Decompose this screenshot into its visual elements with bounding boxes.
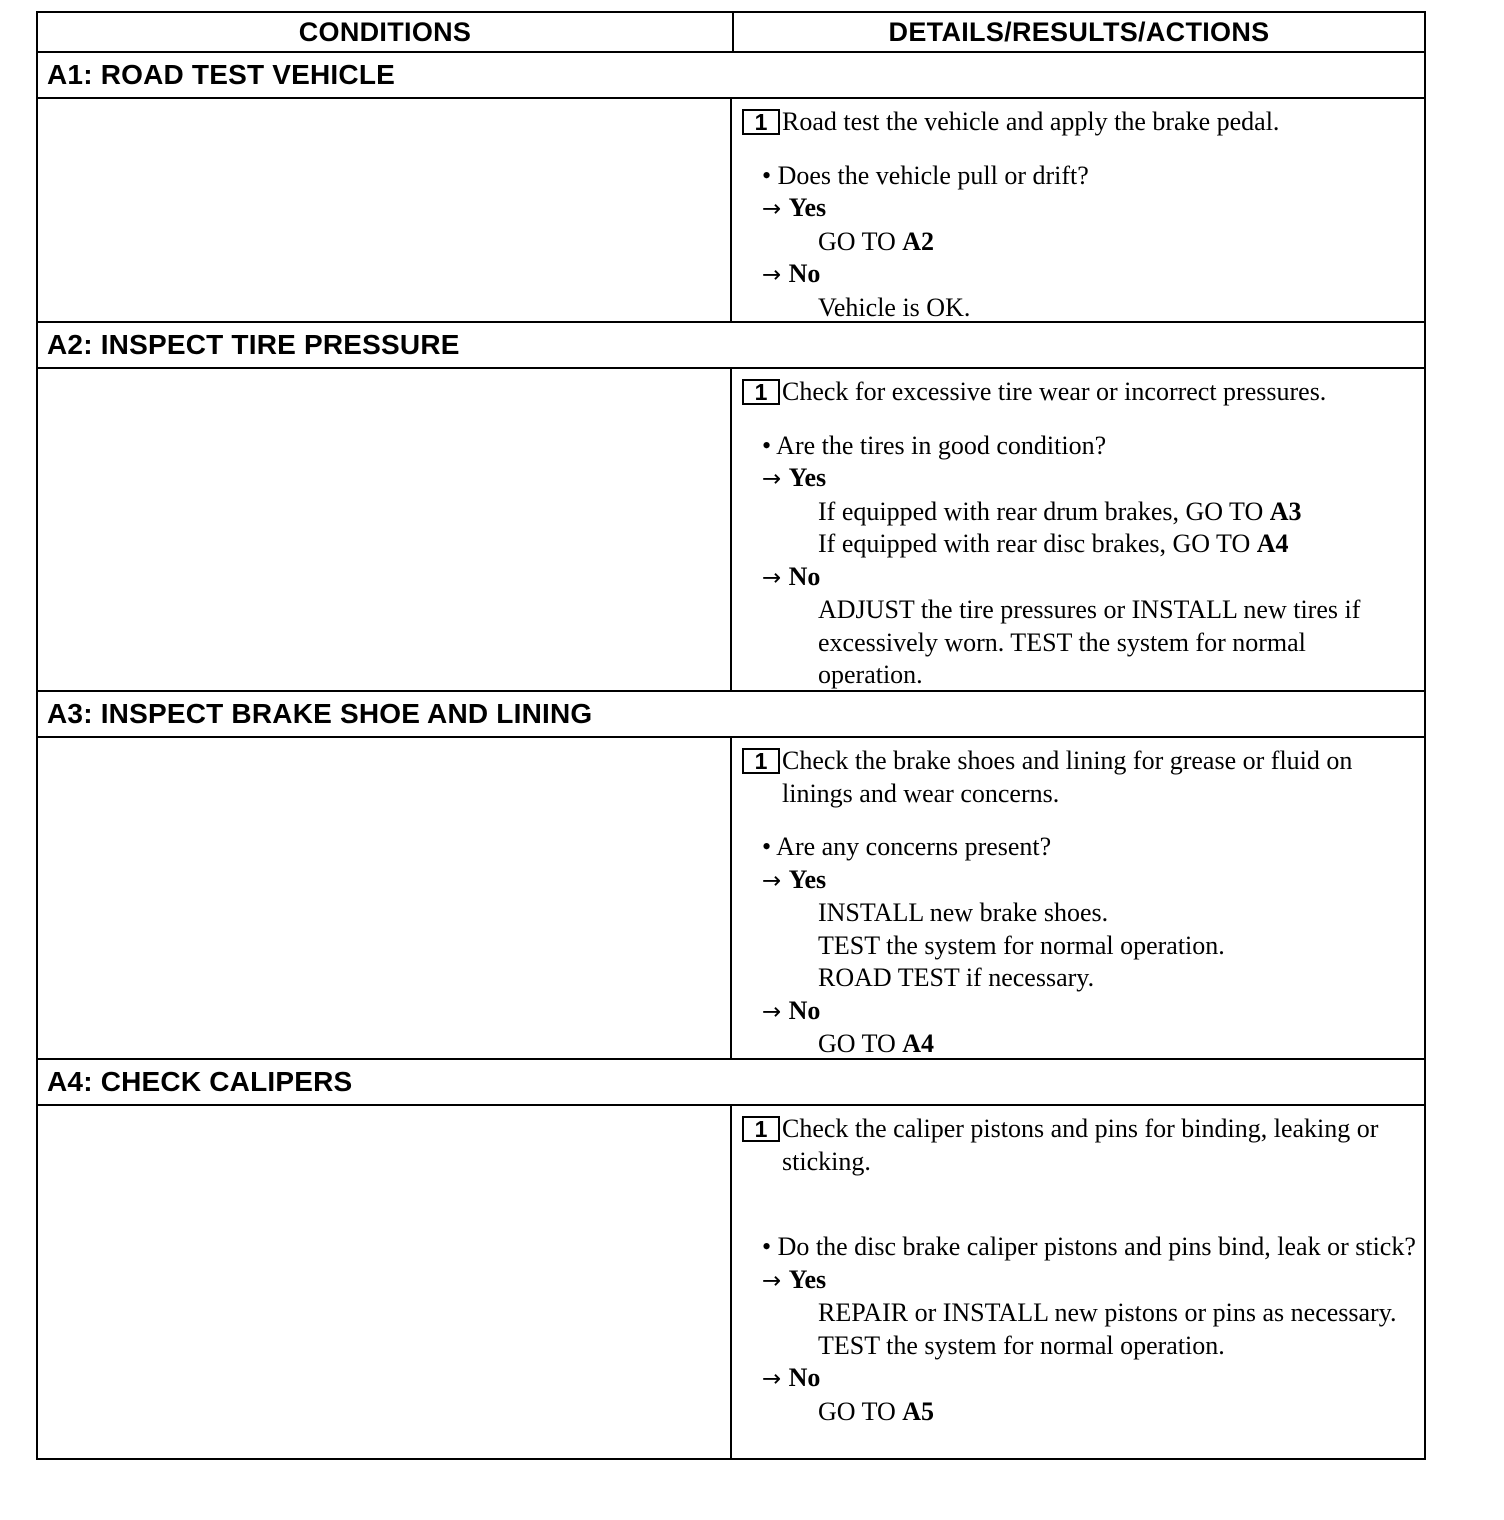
diagnostic-table xyxy=(36,11,1426,1460)
yes-answer xyxy=(742,864,1424,898)
action-text-part: If equipped with rear drum brakes, GO TO xyxy=(818,496,1270,526)
no-label: No xyxy=(788,561,821,591)
details-cell xyxy=(732,99,1424,321)
conditions-cell xyxy=(38,738,732,1058)
arrow-right-icon: → xyxy=(762,564,789,591)
step-text: Check the caliper pistons and pins for binding, leaking or sticking. xyxy=(782,1114,1379,1176)
step-question: • Do the disc brake caliper pistons and pins bind, leak or stick? xyxy=(762,1232,1416,1261)
yes-label: Yes xyxy=(788,193,827,222)
action-target-step: A3 xyxy=(1269,496,1302,526)
step-question: • Does the vehicle pull or drift? xyxy=(762,160,1089,190)
step-question: • Are any concerns present? xyxy=(762,832,1052,861)
step-line xyxy=(742,745,1424,810)
section-title: A3: INSPECT BRAKE SHOE AND LINING xyxy=(38,692,1424,738)
action-text xyxy=(742,528,1424,561)
no-answer xyxy=(742,1362,1424,1396)
section-title: A1: ROAD TEST VEHICLE xyxy=(38,53,1424,99)
arrow-right-icon: → xyxy=(762,998,789,1025)
action-text-part: ADJUST the tire pressures or INSTALL new tires if excessively worn. TEST the system for normal operation. xyxy=(818,595,1361,689)
step-line xyxy=(742,1113,1424,1178)
section-row xyxy=(38,99,1424,323)
yes-label: Yes xyxy=(788,463,827,492)
arrow-right-icon: → xyxy=(762,1366,789,1392)
section-title: A2: INSPECT TIRE PRESSURE xyxy=(38,323,1424,369)
arrow-right-icon: → xyxy=(762,466,789,492)
step-line xyxy=(742,376,1424,409)
yes-label: Yes xyxy=(788,1264,827,1294)
action-target-step: A4 xyxy=(902,1029,935,1058)
arrow-right-icon: → xyxy=(762,1267,789,1294)
table-header-row xyxy=(38,13,1424,53)
step-text: Check the brake shoes and lining for grease or fluid on linings and wear concerns. xyxy=(782,746,1353,808)
action-text-part: GO TO xyxy=(818,1396,903,1426)
action-text-part: ROAD TEST if necessary. xyxy=(818,963,1095,992)
yes-answer xyxy=(742,462,1424,496)
action-target-step: A5 xyxy=(902,1396,935,1426)
yes-label: Yes xyxy=(788,864,827,894)
action-text xyxy=(742,897,1424,930)
no-answer xyxy=(742,561,1424,595)
action-text-part: Vehicle is OK. xyxy=(818,292,971,322)
conditions-header: CONDITIONS xyxy=(38,13,734,51)
step-text: Road test the vehicle and apply the brake pedal. xyxy=(782,107,1280,136)
action-target-step: A2 xyxy=(902,226,935,256)
action-text-part: GO TO xyxy=(818,1029,903,1058)
step-number-box: 1 xyxy=(742,1116,780,1142)
no-label: No xyxy=(788,995,821,1025)
step-number-box: 1 xyxy=(742,379,780,405)
action-target-step: A4 xyxy=(1256,529,1289,558)
details-cell xyxy=(732,369,1424,690)
details-header: DETAILS/RESULTS/ACTIONS xyxy=(888,16,1270,47)
action-text-part: TEST the system for normal operation. xyxy=(818,930,1225,960)
step-line xyxy=(742,106,1424,139)
yes-answer xyxy=(742,192,1424,226)
step-number-box: 1 xyxy=(742,109,780,135)
action-text xyxy=(742,292,1424,325)
action-text-part: If equipped with rear disc brakes, GO TO xyxy=(818,529,1257,558)
section-title: A4: CHECK CALIPERS xyxy=(38,1060,1424,1106)
section-row xyxy=(38,1106,1424,1458)
arrow-right-icon: → xyxy=(762,867,789,894)
yes-answer xyxy=(742,1264,1424,1298)
action-text xyxy=(742,594,1424,692)
step-question: • Are the tires in good condition? xyxy=(762,430,1107,460)
action-text xyxy=(742,1396,1424,1429)
action-text-part: REPAIR or INSTALL new pistons or pins as necessary. TEST the system for normal operation. xyxy=(818,1298,1397,1360)
action-text xyxy=(742,930,1424,963)
step-number-box: 1 xyxy=(742,748,780,774)
details-cell xyxy=(732,1106,1424,1458)
arrow-right-icon: → xyxy=(762,262,789,288)
table-sections xyxy=(38,53,1424,1458)
no-answer xyxy=(742,995,1424,1029)
arrow-right-icon: → xyxy=(762,196,789,222)
action-text xyxy=(742,1028,1424,1061)
action-text xyxy=(742,962,1424,995)
conditions-cell xyxy=(38,1106,732,1458)
conditions-cell xyxy=(38,99,732,321)
no-label: No xyxy=(788,1363,821,1392)
details-cell xyxy=(732,738,1424,1058)
action-text xyxy=(742,1297,1424,1362)
section-row xyxy=(38,369,1424,692)
action-text-part: INSTALL new brake shoes. xyxy=(818,898,1109,927)
conditions-cell xyxy=(38,369,732,690)
no-answer xyxy=(742,258,1424,292)
section-row xyxy=(38,738,1424,1060)
action-text-part: GO TO xyxy=(818,226,903,256)
step-text: Check for excessive tire wear or incorrect pressures. xyxy=(782,377,1327,406)
action-text xyxy=(742,226,1424,259)
action-text xyxy=(742,496,1424,529)
no-label: No xyxy=(788,259,821,288)
